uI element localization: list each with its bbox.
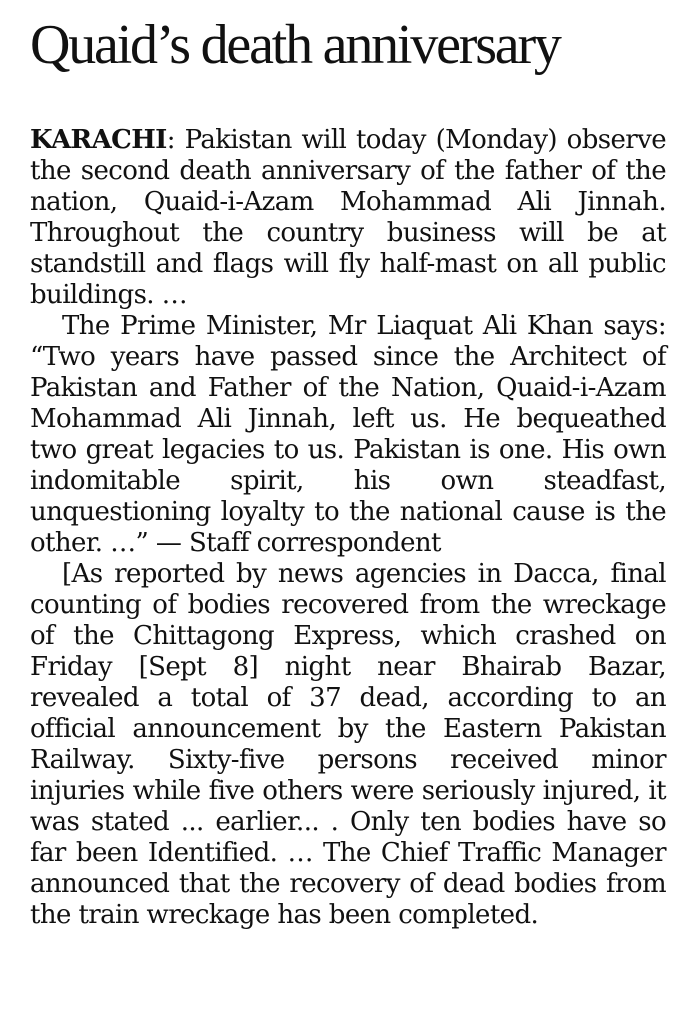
paragraph-1-text: : Pakistan will today (Monday) observe the second death anniversary of the father of the nation, Quaid-i-Azam Mohammad Ali Jinnah. Throughout the country business will be at standstill and flags will fly half-mast on all public buildings. … <box>30 125 666 310</box>
headline: Quaid’s death anniversary <box>30 14 560 76</box>
paragraph-3: [As reported by news agencies in Dacca, final counting of bodies recovered from the wreckage of the Chittagong Express, which crashed on Friday [Sept 8] night near Bhairab Bazar, revealed a total of 37 dead, according to an official announcement by the Eastern Pakistan Railway. Sixty-five persons received minor injuries while five others were seriously injured, it was stated ... earlier... . Only ten bodies have so far been Identified. … The Chief Traffic Manager announced that the recovery of dead bodies from the train wreckage has been completed. <box>30 559 666 930</box>
article-body <box>30 125 666 931</box>
news-article <box>30 10 666 931</box>
paragraph-2: The Prime Minister, Mr Liaquat Ali Khan says: “Two years have passed since the Architect of Pakistan and Father of the Nation, Quaid-i-Azam Mohammad Ali Jinnah, left us. He bequeathed two great legacies to us. Pakistan is one. His own indomitable spirit, his own steadfast, unquestioning loyalty to the national cause is the other. …” — Staff correspondent <box>30 311 666 558</box>
paragraph-1 <box>30 125 666 311</box>
dateline: KARACHI <box>30 125 167 155</box>
